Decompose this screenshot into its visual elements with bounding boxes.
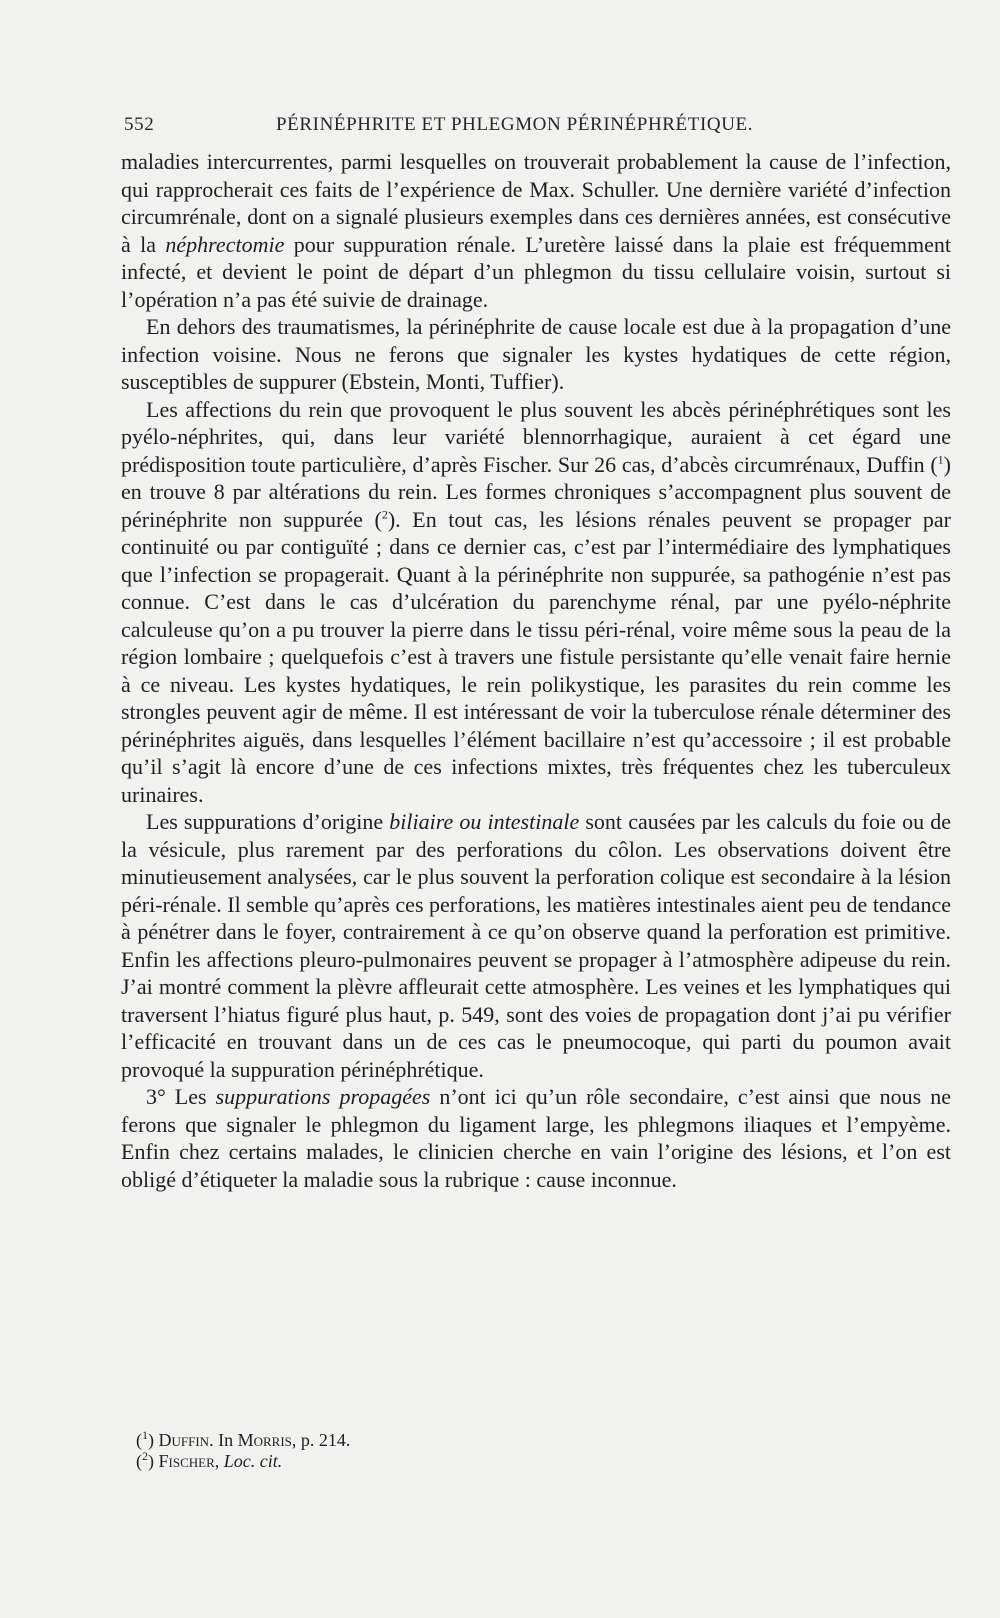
footnote-ref-1: 1 (937, 452, 944, 467)
footnote-1: ($^1$) Duffin. In Morris, p. 214. (136, 1428, 351, 1450)
running-title: PÉRINÉPHRITE ET PHLEGMON PÉRINÉPHRÉTIQUE. (276, 114, 754, 135)
footnote-1-page: , p. 214. (291, 1430, 351, 1450)
paragraph-3 (121, 396, 951, 809)
footnote-2: ($^2$) Fischer, Loc. cit. (136, 1449, 283, 1471)
footnote-2-text: , (214, 1451, 224, 1471)
body-text (121, 148, 951, 1193)
paragraph-5 (121, 1083, 951, 1193)
paragraph-4-text-a: Les suppurations d’origine (146, 809, 390, 834)
paragraph-1-text-b: pour suppuration rénale. L’uretère laissé dans la plaie est fréquemment infecté, et devient le point de départ d’un phlegmon du tissu cellulaire voisin, surtout si l’opération n’a pas été suivie de drainage. (121, 231, 951, 312)
paragraph-5-emphasis: suppurations propagées (215, 1084, 431, 1109)
paragraph-3-text-a: Les affections du rein que provoquent le plus souvent les abcès périnéphrétiques sont les pyélo-néphrites, qui, dans leur variété blennorrhagique, auraient à cet égard une prédisposition toute particulière, d’après Fischer. Sur 26 cas, d’abcès circumrénaux, Duffin ( (121, 396, 951, 477)
paragraph-1 (121, 148, 951, 313)
footnote-1-reference: Morris (237, 1430, 292, 1450)
running-header (124, 114, 804, 136)
paragraph-3-text-c: ). En tout cas, les lésions rénales peuvent se propager par continuité ou par contiguïté ; dans ce dernier cas, c’est par l’intermédiaire des lymphatiques que l’infection se propagerait. Quant à la périnéphrite non suppurée, sa pathogénie n’est pas connue. C’est dans le cas d’ulcération du parenchyme rénal, par une pyélo-néphrite calculeuse qu’on a pu trouver la pierre dans le tissu péri-rénal, voire même sous la peau de la région lombaire ; quelquefois c’est à travers une fistule persistante qu’elle venait faire hernie à ce niveau. Les kystes hydatiques, le rein polikystique, les parasites du rein comme les strongles peuvent agir de même. Il est intéressant de voir la tuberculose rénale déterminer des périnéphrites aiguës, dans lesquelles l’élément bacillaire n’est qu’accessoire ; il est probable qu’il s’agit là encore d’une de ces infections mixtes, très fréquentes chez les tuberculeux urinaires. (121, 506, 951, 807)
footnote-2-reference: Loc. cit. (223, 1451, 283, 1471)
footnote-1-author: Duffin (158, 1430, 210, 1450)
footnote-1-text: . In (209, 1430, 238, 1450)
paragraph-4 (121, 808, 951, 1083)
paragraph-1-text-a: maladies intercurrentes, parmi lesquelles on trouverait probablement la cause de l’infection, qui rapprocherait ces faits de l’expérience de Max. Schuller. Une dernière variété d’infection circumrénale, dont on a signalé plusieurs exemples dans ces dernières années, est consécutive à la (121, 149, 951, 257)
paragraph-5-text-a: 3° Les (146, 1084, 216, 1109)
footnote-1-mark: 1 (142, 1428, 148, 1442)
footnote-ref-2: 2 (381, 507, 388, 522)
paragraph-1-emphasis: néphrectomie (165, 231, 285, 257)
paragraph-2: En dehors des traumatismes, la périnéphrite de cause locale est due à la propagation d’une infection voisine. Nous ne ferons que signaler les kystes hydatiques de cette région, susceptibles de suppurer (Ebstein, Monti, Tuffier). (121, 314, 951, 394)
footnote-2-mark: 2 (142, 1449, 148, 1463)
paragraph-5-text-b: n’ont ici qu’un rôle secondaire, c’est ainsi que nous ne ferons que signaler le phlegmon du ligament large, les phlegmons iliaques et l’empyème. Enfin chez certains malades, le clinicien cherche en vain l’origine des lésions, et l’on est obligé d’étiqueter la maladie sous la rubrique : cause inconnue. (121, 1084, 951, 1192)
paragraph-4-text-b: sont causées par les calculs du foie ou de la vésicule, plus rarement par des perforations du côlon. Les observations doivent être minutieusement analysées, car le plus souvent la perforation colique est secondaire à la lésion péri-rénale. Il semble qu’après ces perforations, les matières intestinales aient peu de tendance à pénétrer dans le foyer, contrairement à ce qu’on observe quand la perforation est primitive. Enfin les affections pleuro-pulmonaires peuvent se propager à l’atmosphère adipeuse du rein. J’ai montré comment la plèvre affleurait cette atmosphère. Les veines et les lymphatiques qui traversent l’hiatus figuré plus haut, p. 549, sont des voies de propagation dont j’ai pu vérifier l’efficacité en trouvant dans un de ces cas le pneumocoque, qui parti du poumon avait provoqué la suppuration périnéphrétique. (121, 809, 951, 1082)
paragraph-3-text-b: ) en trouve 8 par altérations du rein. Les formes chroniques s’accompagnent plus souvent de périnéphrite non suppurée ( (121, 451, 951, 532)
footnotes (136, 1430, 836, 1472)
page-number: 552 (124, 114, 155, 135)
footnote-2-author: Fischer (158, 1451, 215, 1471)
paragraph-4-emphasis: biliaire ou intestinale (389, 809, 580, 834)
